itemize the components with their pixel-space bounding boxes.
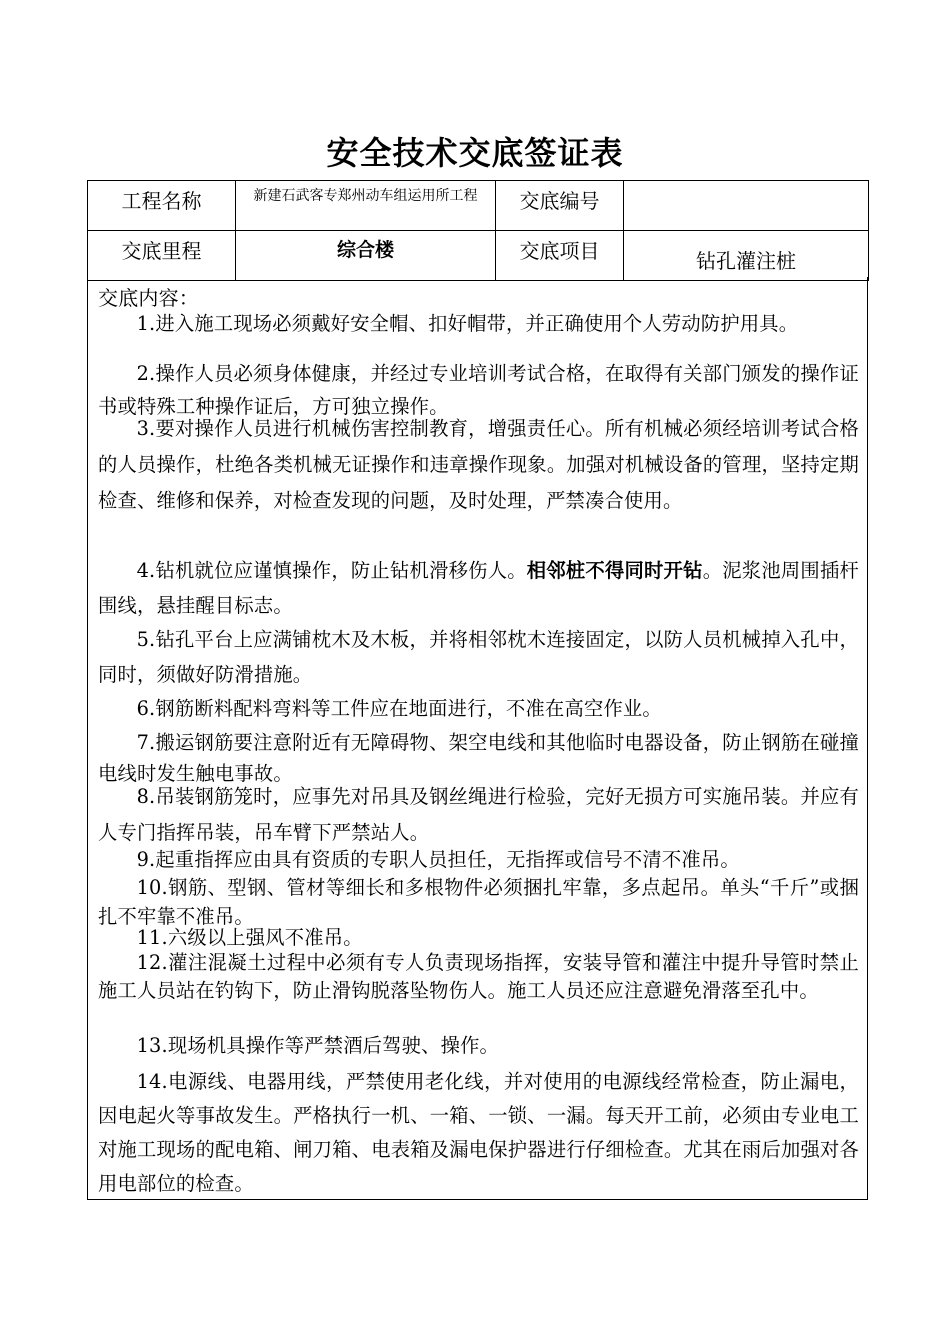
content-item-6: 6.钢筋断料配料弯料等工件应在地面进行，不准在高空作业。 bbox=[136, 697, 662, 720]
content-item-7: 7.搬运钢筋要注意附近有无障碍物、架空电线和其他临时电器设备，防止钢筋在碰撞电线时发生触电事故。 bbox=[98, 731, 859, 785]
content-item-1: 1.进入施工现场必须戴好安全帽、扣好帽带，并正确使用个人劳动防护用具。 bbox=[136, 312, 799, 335]
content-item-4-text: 4.钻机就位应谨慎操作，防止钻机滑移伤人。 bbox=[136, 559, 527, 582]
content-item-3: 3.要对操作人员进行机械伤害控制教育，增强责任心。所有机械必须经培训考试合格的人员操作，杜绝各类机械无证操作和违章操作现象。加强对机械设备的管理，坚持定期检查、维修和保养，对检查发现的问题，及时处理，严禁凑合使用。 bbox=[98, 417, 859, 512]
content-item-5: 5.钻孔平台上应满铺枕木及木板，并将相邻枕木连接固定，以防人员机械掉入孔中，同时，须做好防滑措施。 bbox=[98, 628, 859, 686]
mileage-value: 综合楼 bbox=[236, 231, 496, 281]
project-name-value: 新建石武客专郑州动车组运用所工程 bbox=[236, 181, 496, 231]
content-item-10: 10.钢筋、型钢、管材等细长和多根物件必须捆扎牢靠，多点起吊。单头“千斤”或捆扎不牢靠不准吊。 bbox=[98, 876, 859, 928]
header-table bbox=[87, 180, 869, 281]
content-item-8: 8.吊装钢筋笼时，应事先对吊具及钢丝绳进行检验，完好无损方可实施吊装。并应有人专门指挥吊装，吊车臂下严禁站人。 bbox=[98, 785, 859, 844]
content-item-9: 9.起重指挥应由具有资质的专职人员担任，无指挥或信号不清不准吊。 bbox=[136, 848, 740, 871]
item-value: 钻孔灌注桩 bbox=[624, 231, 869, 281]
content-item-11: 11.六级以上强风不准吊。 bbox=[136, 926, 363, 949]
code-label: 交底编号 bbox=[496, 181, 624, 231]
project-name-label: 工程名称 bbox=[88, 181, 236, 231]
content-box bbox=[87, 277, 868, 1200]
item-label: 交底项目 bbox=[496, 231, 624, 281]
mileage-label: 交底里程 bbox=[88, 231, 236, 281]
content-item-2: 2.操作人员必须身体健康，并经过专业培训考试合格，在取得有关部门颁发的操作证书或特殊工种操作证后，方可独立操作。 bbox=[98, 362, 859, 418]
page-title: 安全技术交底签证表 bbox=[326, 134, 624, 172]
code-value bbox=[624, 181, 869, 231]
content-item-13: 13.现场机具操作等严禁酒后驾驶、操作。 bbox=[136, 1034, 500, 1057]
content-item-14: 14.电源线、电器用线，严禁使用老化线，并对使用的电源线经常检查，防止漏电，因电起火等事故发生。严格执行一机、一箱、一锁、一漏。每天开工前，必须由专业电工对施工现场的配电箱、闸刀箱、电表箱及漏电保护器进行仔细检查。尤其在雨后加强对各用电部位的检查。 bbox=[98, 1070, 859, 1195]
content-item-4-tail: 。泥浆池周围插杆围线，悬挂醒目标志。 bbox=[98, 559, 859, 617]
content-heading: 交底内容： bbox=[98, 286, 199, 310]
content-item-12: 12.灌注混凝土过程中必须有专人负责现场指挥，安装导管和灌注中提升导管时禁止施工人员站在钓钩下，防止滑钩脱落坠物伤人。施工人员还应注意避免滑落至孔中。 bbox=[98, 951, 859, 1002]
content-item-4-highlight: 相邻桩不得同时开钻 bbox=[526, 559, 703, 582]
content-item-4 bbox=[98, 553, 859, 623]
